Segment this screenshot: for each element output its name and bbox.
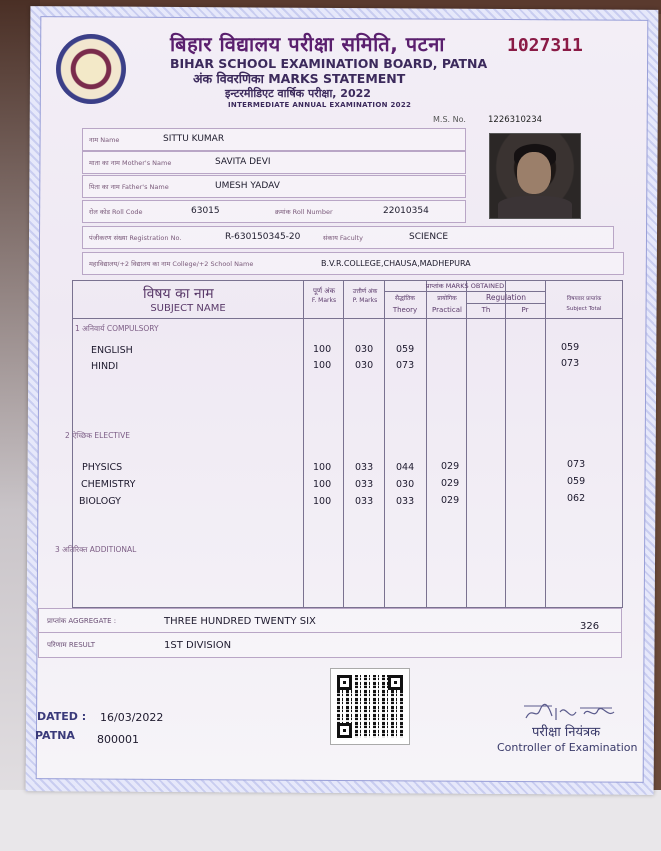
aggregate-divider <box>39 632 621 633</box>
mother-label: माता का नाम Mother's Name <box>89 159 172 167</box>
name-label: नाम Name <box>89 136 120 144</box>
board-title-english: BIHAR SCHOOL EXAMINATION BOARD, PATNA <box>170 56 488 71</box>
qr-finder <box>337 723 352 738</box>
subject-name: ENGLISH <box>91 345 133 356</box>
photo-face <box>517 152 551 194</box>
result-label: परिणाम RESULT <box>47 641 96 649</box>
father-label: पिता का नाम Father's Name <box>89 183 169 191</box>
practical-marks: 029 <box>441 495 460 506</box>
col-line <box>426 281 427 607</box>
col-line <box>343 281 344 607</box>
col-line <box>384 281 385 607</box>
ms-no-value: 1226310234 <box>488 115 543 125</box>
regulation-theory-header: Th <box>481 306 491 314</box>
subject-name: CHEMISTRY <box>81 479 136 490</box>
controller-title-hindi: परीक्षा नियंत्रक <box>532 725 601 740</box>
col-line <box>466 281 467 607</box>
father-name: UMESH YADAV <box>215 181 280 191</box>
section-elective: 2 ऐच्छिक ELECTIVE <box>65 431 130 440</box>
name-row <box>82 128 466 151</box>
subject-total: 073 <box>561 358 580 369</box>
photo-shirt <box>498 196 572 218</box>
place-code: 800001 <box>97 733 139 746</box>
student-name: SITTU KUMAR <box>163 134 225 144</box>
subject-total: 059 <box>561 342 580 353</box>
aggregate-label: प्राप्तांक AGGREGATE : <box>47 617 117 625</box>
college-label: महाविद्यालय/+2 विद्यालय का नाम College/+2 School Name <box>89 260 254 268</box>
marks-statement-title: अंक विवरणिका MARKS STATEMENT <box>193 71 406 86</box>
registration-number: R-630150345-20 <box>225 232 301 242</box>
full-marks-header-hindi: पूर्ण अंक <box>313 287 335 295</box>
section-compulsory: 1 अनिवार्य COMPULSORY <box>75 324 159 333</box>
aggregate-box <box>38 608 622 658</box>
col-line <box>505 281 506 607</box>
board-title-hindi: बिहार विद्यालय परीक्षा समिति, पटना <box>170 32 445 56</box>
pass-marks: 030 <box>355 360 374 371</box>
regulation-line <box>466 303 545 304</box>
pass-marks: 030 <box>355 344 374 355</box>
practical-marks: 029 <box>441 461 460 472</box>
faculty-label: संकाय Faculty <box>323 234 363 242</box>
roll-number-label: क्रमांक Roll Number <box>275 208 333 216</box>
subject-name: BIOLOGY <box>79 496 121 507</box>
section-additional: 3 अतिरिक्त ADDITIONAL <box>55 545 137 554</box>
ms-no-label: M.S. No. <box>433 115 466 124</box>
full-marks: 100 <box>313 479 332 490</box>
controller-title-english: Controller of Examination <box>497 741 638 754</box>
aggregate-words: THREE HUNDRED TWENTY SIX <box>164 616 316 627</box>
subject-name: HINDI <box>91 361 119 372</box>
subject-total-header-hindi: विषयवार प्राप्तांक <box>566 296 602 302</box>
subject-total-header: Subject Total <box>566 306 602 312</box>
roll-number: 22010354 <box>383 206 429 216</box>
theory-header-hindi: सैद्धांतिक <box>395 295 415 302</box>
theory-marks: 044 <box>396 462 415 473</box>
dated-value: 16/03/2022 <box>100 711 164 724</box>
regulation-practical-header: Pr <box>521 306 529 314</box>
subject-total: 073 <box>567 459 586 470</box>
theory-marks: 059 <box>396 344 415 355</box>
exam-title-hindi: इन्टरमीडिएट वार्षिक परीक्षा, 2022 <box>225 87 371 100</box>
marks-obtained-header: प्राप्तांक MARKS OBTAINED <box>425 282 505 290</box>
subject-header-english: SUBJECT NAME <box>150 303 226 314</box>
student-photo <box>489 133 581 219</box>
registration-label: पंजीकरण संख्या Registration No. <box>89 234 182 242</box>
col-line <box>303 281 304 607</box>
theory-header: Theory <box>392 306 418 314</box>
header-bottom-line <box>73 318 622 319</box>
subject-total: 062 <box>567 493 586 504</box>
col-line <box>545 281 546 607</box>
background-bottom <box>0 790 661 851</box>
pass-marks: 033 <box>355 496 374 507</box>
place-label: PATNA <box>35 729 75 742</box>
pass-marks: 033 <box>355 462 374 473</box>
college-row <box>82 252 624 275</box>
practical-header-hindi: प्रायोगिक <box>437 295 457 302</box>
qr-finder <box>337 675 352 690</box>
theory-marks: 073 <box>396 360 415 371</box>
result-value: 1ST DIVISION <box>164 640 232 651</box>
marks-table <box>55 280 623 608</box>
roll-code: 63015 <box>191 206 220 216</box>
qr-code <box>330 668 410 745</box>
father-row <box>82 175 466 198</box>
theory-marks: 030 <box>396 479 415 490</box>
full-marks: 100 <box>313 344 332 355</box>
pass-marks-header-hindi: उत्तीर्ण अंक <box>352 288 378 295</box>
subject-name: PHYSICS <box>82 462 123 473</box>
regulation-header: Regulation <box>485 293 527 302</box>
faculty: SCIENCE <box>409 232 449 242</box>
qr-finder <box>388 675 403 690</box>
full-marks: 100 <box>313 360 332 371</box>
mother-row <box>82 151 466 174</box>
full-marks-header: F. Marks <box>311 297 337 304</box>
subject-header-hindi: विषय का नाम <box>143 286 214 302</box>
pass-marks: 033 <box>355 479 374 490</box>
subject-total: 059 <box>567 476 586 487</box>
practical-marks: 029 <box>441 478 460 489</box>
mother-name: SAVITA DEVI <box>215 157 271 167</box>
theory-marks: 033 <box>396 496 415 507</box>
college-name: B.V.R.COLLEGE,CHAUSA,MADHEPURA <box>321 259 471 268</box>
exam-title-english: INTERMEDIATE ANNUAL EXAMINATION 2022 <box>228 101 412 109</box>
aggregate-total: 326 <box>580 621 600 632</box>
board-seal-logo <box>56 34 126 104</box>
roll-code-label: रोल कोड Roll Code <box>89 208 143 216</box>
roll-row <box>82 200 466 223</box>
full-marks: 100 <box>313 462 332 473</box>
full-marks: 100 <box>313 496 332 507</box>
obtained-line <box>384 291 545 292</box>
dated-label: DATED : <box>37 710 87 723</box>
registration-row <box>82 226 614 249</box>
pass-marks-header: P. Marks <box>352 297 378 304</box>
serial-number: 1027311 <box>507 35 583 56</box>
practical-header: Practical <box>432 306 462 314</box>
